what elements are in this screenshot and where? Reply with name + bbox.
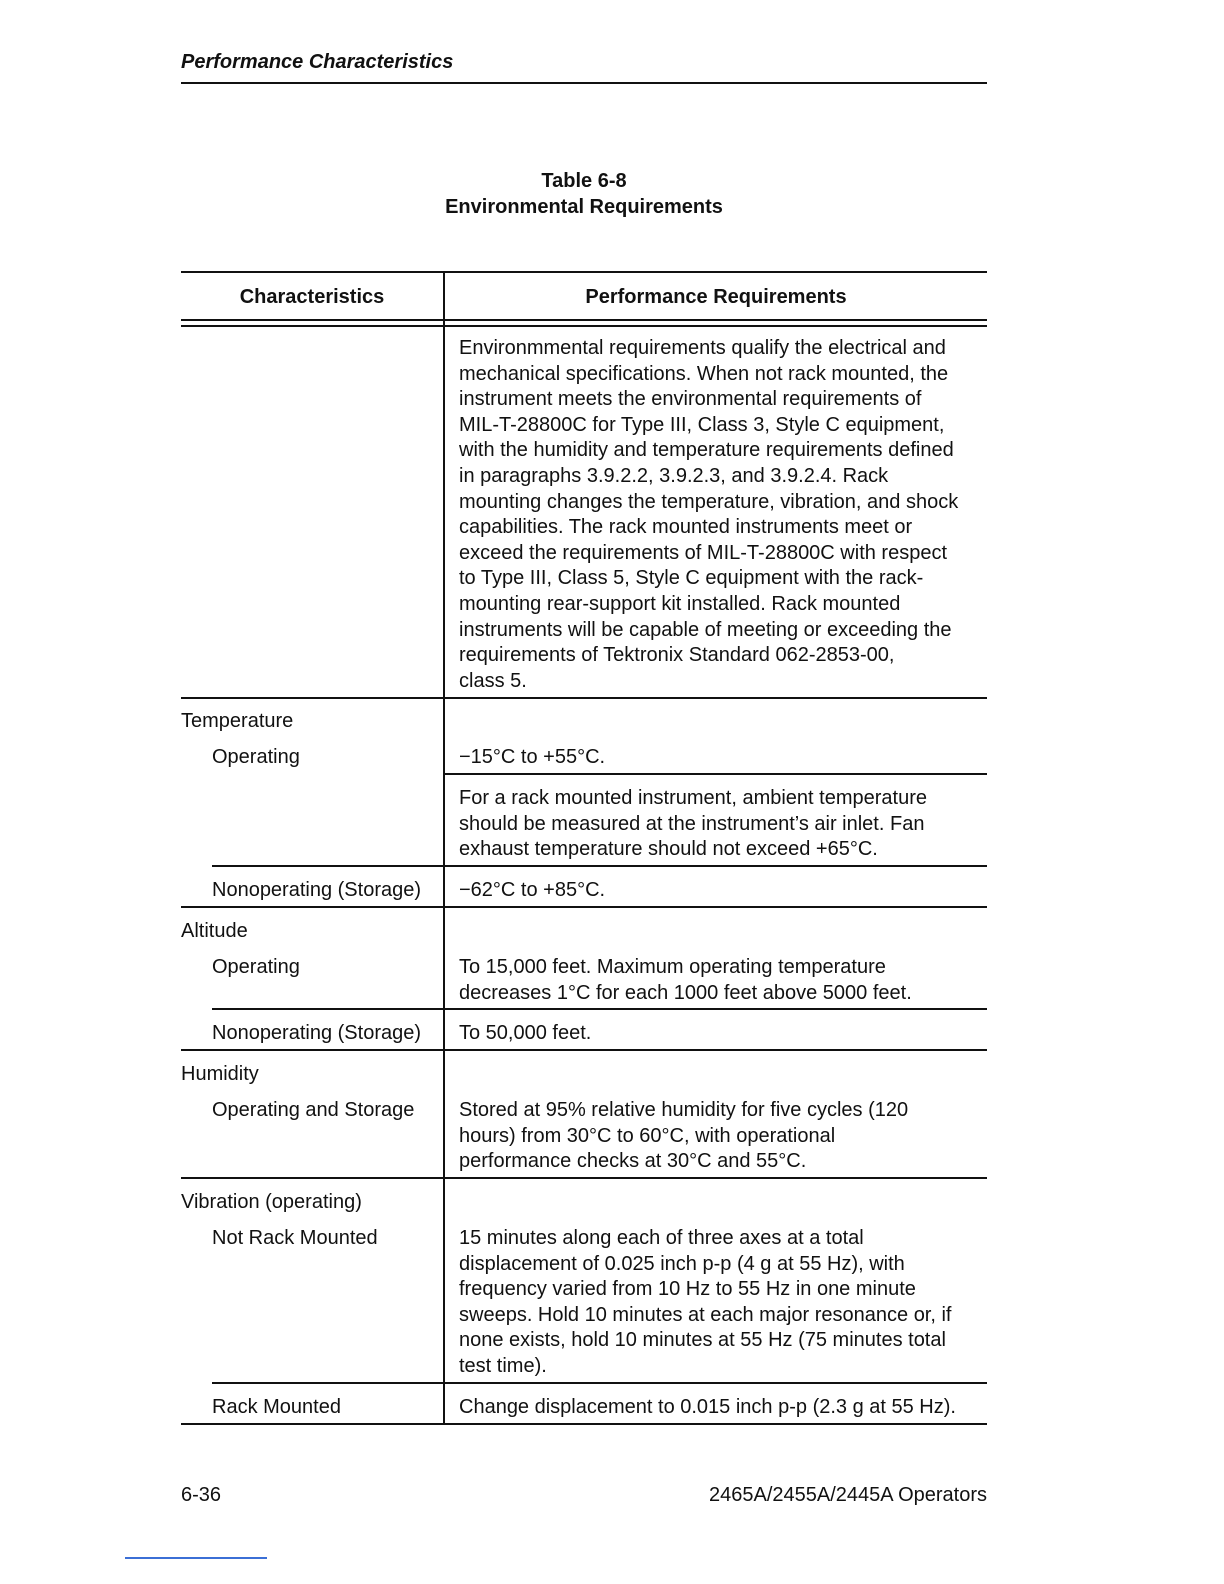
altitude-nonoperating-value: To 50,000 feet. <box>459 1022 592 1044</box>
table-number: Table 6-8 <box>541 170 627 192</box>
value-line: displacement of 0.025 inch p-p (4 g at 55 Hz), with <box>459 1252 905 1275</box>
row-rule <box>181 906 987 908</box>
temperature-label: Temperature <box>181 710 294 732</box>
table-bottom-rule <box>181 1423 987 1425</box>
intro-line: requirements of Tektronix Standard 062-2853-00, <box>459 644 895 667</box>
value-line: hours) from 30°C to 60°C, with operational <box>459 1124 836 1147</box>
intro-line: mounting rear-support kit installed. Rack mounted <box>459 593 901 615</box>
value-line: none exists, hold 10 minutes at 55 Hz (75 minutes total <box>459 1329 946 1352</box>
intro-line: MIL-T-28800C for Type III, Class 3, Style C equipment, <box>459 413 945 436</box>
altitude-label: Altitude <box>181 920 248 942</box>
note-line: should be measured at the instrument’s air inlet. Fan <box>459 812 925 835</box>
altitude-operating-label: Operating <box>212 956 300 978</box>
note-line: exhaust temperature should not exceed +65°C. <box>459 838 878 861</box>
table-title: Environmental Requirements <box>445 196 723 218</box>
column-header-requirements: Performance Requirements <box>585 286 847 308</box>
intro-line: instruments will be capable of meeting or exceeding the <box>459 618 952 641</box>
running-header-title: Performance Characteristics <box>181 51 454 73</box>
row-rule <box>445 773 987 775</box>
intro-line: in paragraphs 3.9.2.2, 3.9.2.3, and 3.9.2.4. Rack <box>459 465 889 487</box>
intro-line: Environmmental requirements qualify the electrical and <box>459 337 946 359</box>
row-rule <box>212 1008 987 1010</box>
row-rule <box>212 1382 987 1384</box>
vibration-rack-label: Rack Mounted <box>212 1396 341 1418</box>
value-line: sweeps. Hold 10 minutes at each major resonance or, if <box>459 1303 952 1326</box>
note-line: For a rack mounted instrument, ambient temperature <box>459 787 927 809</box>
header-double-rule-1 <box>181 319 987 321</box>
column-divider <box>443 271 445 1424</box>
table-top-rule <box>181 271 987 273</box>
vibration-label: Vibration (operating) <box>181 1191 362 1213</box>
temperature-operating-label: Operating <box>212 746 300 768</box>
manual-title: 2465A/2455A/2445A Operators <box>709 1484 987 1506</box>
table-caption <box>181 168 987 220</box>
vibration-not-rack-label: Not Rack Mounted <box>212 1227 378 1249</box>
intro-line: mechanical specifications. When not rack mounted, the <box>459 362 949 385</box>
column-header-characteristics: Characteristics <box>239 286 385 308</box>
value-line: test time). <box>459 1355 547 1377</box>
temperature-nonoperating-value: −62°C to +85°C. <box>459 879 606 901</box>
value-line: decreases 1°C for each 1000 feet above 5000 feet. <box>459 981 912 1004</box>
row-rule <box>181 1049 987 1051</box>
value-line: 15 minutes along each of three axes at a total <box>459 1227 864 1249</box>
temperature-nonoperating-label: Nonoperating (Storage) <box>212 879 422 901</box>
value-line: To 15,000 feet. Maximum operating temperature <box>459 956 886 978</box>
intro-line: mounting changes the temperature, vibration, and shock <box>459 490 959 513</box>
header-rule <box>181 82 987 84</box>
intro-line: instrument meets the environmental requirements of <box>459 388 922 411</box>
value-line: performance checks at 30°C and 55°C. <box>459 1150 807 1173</box>
intro-line: exceed the requirements of MIL-T-28800C with respect <box>459 541 948 564</box>
intro-line: to Type III, Class 5, Style C equipment with the rack- <box>459 567 924 590</box>
value-line: Stored at 95% relative humidity for five cycles (120 <box>459 1099 909 1121</box>
row-rule <box>181 697 987 699</box>
intro-line: class 5. <box>459 669 527 692</box>
altitude-nonoperating-label: Nonoperating (Storage) <box>212 1022 422 1044</box>
page-number: 6-36 <box>181 1484 222 1506</box>
header-double-rule-2 <box>181 325 987 327</box>
value-line: frequency varied from 10 Hz to 55 Hz in one minute <box>459 1278 916 1301</box>
humidity-sub-label: Operating and Storage <box>212 1099 415 1121</box>
row-rule <box>212 865 987 867</box>
intro-line: with the humidity and temperature requirements defined <box>459 439 954 462</box>
vibration-rack-value: Change displacement to 0.015 inch p-p (2.3 g at 55 Hz). <box>459 1396 956 1418</box>
temperature-operating-value: −15°C to +55°C. <box>459 746 606 768</box>
scan-edge-mark <box>125 1557 267 1559</box>
humidity-label: Humidity <box>181 1063 259 1085</box>
row-rule <box>181 1177 987 1179</box>
intro-line: capabilities. The rack mounted instruments meet or <box>459 516 913 539</box>
